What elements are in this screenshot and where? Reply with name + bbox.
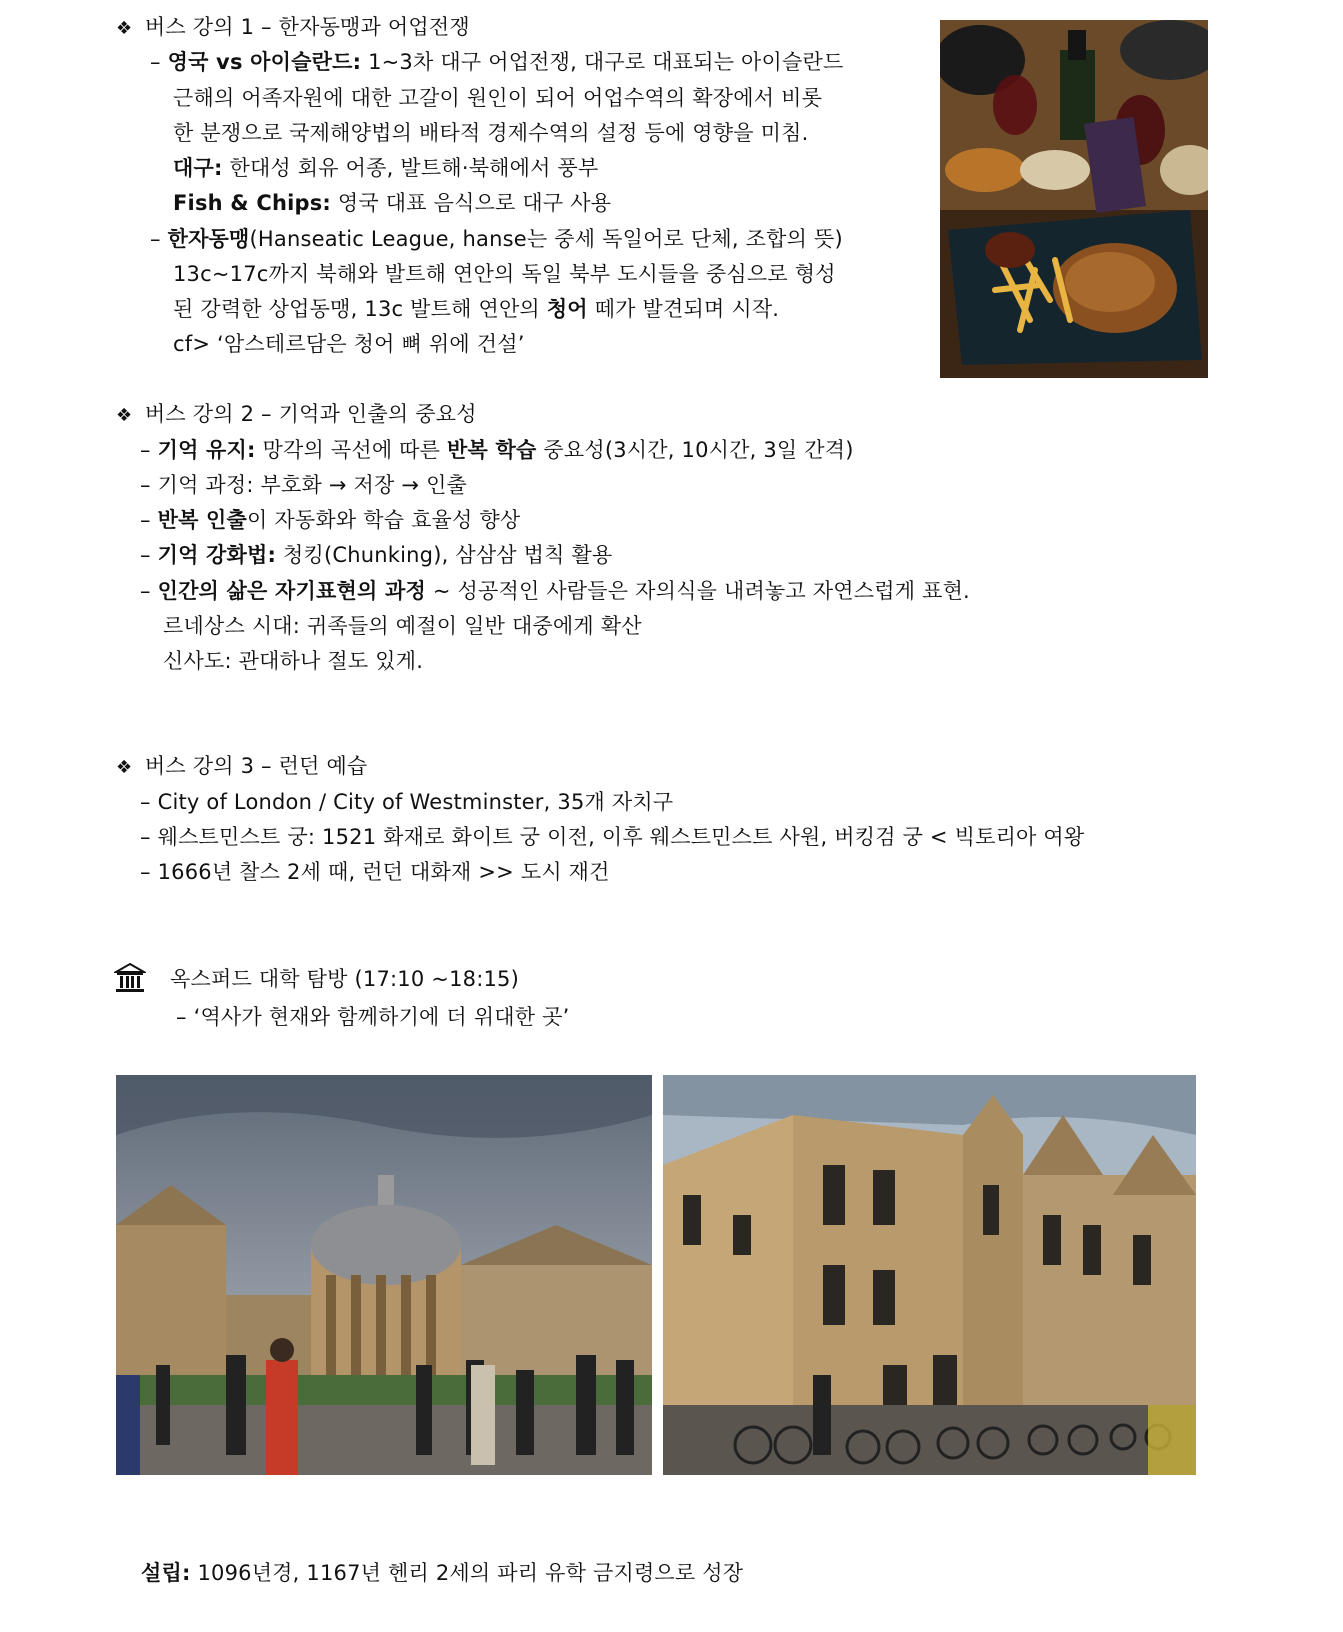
section1-item2-line4: cf> ‘암스테르담은 청어 뼈 위에 건설’ bbox=[173, 332, 525, 356]
diamond-bullet-icon: ❖ bbox=[116, 405, 133, 426]
hanseatic-label: 한자동맹 bbox=[167, 227, 250, 251]
gentleman-line: 신사도: 관대하나 절도 있게. bbox=[163, 649, 424, 673]
section2-heading-line bbox=[116, 401, 477, 429]
founding-label: 설립: bbox=[141, 1561, 191, 1585]
cod-label: 대구: bbox=[173, 156, 223, 180]
museum-building-icon bbox=[114, 962, 146, 994]
section1-item1-line1: – 영국 vs 아이슬란드: 1~3차 대구 어업전쟁, 대구로 대표되는 아이슬란드 bbox=[150, 50, 844, 74]
london-boroughs-line: – City of London / City of Westminster, 35개 자치구 bbox=[140, 790, 674, 814]
fish-chips-label: Fish & Chips: bbox=[173, 191, 332, 215]
repeated-retrieval-line: – 반복 인출이 자동화와 학습 효율성 향상 bbox=[140, 508, 521, 532]
memory-boost-line: – 기억 강화법: 청킹(Chunking), 삼삼삼 법칙 활용 bbox=[140, 543, 613, 567]
self-expression-line: – 인간의 삶은 자기표현의 과정 ~ 성공적인 사람들은 자의식을 내려놓고 자연스럽게 표현. bbox=[140, 579, 970, 603]
section1-item2-line1: – 한자동맹(Hanseatic League, hanse는 중세 독일어로 단체, 조합의 뜻) bbox=[150, 227, 843, 251]
section1-item1-line2: 근해의 어족자원에 대한 고갈이 원인이 되어 어업수역의 확장에서 비롯 bbox=[173, 86, 823, 110]
section3-heading-line bbox=[116, 753, 367, 781]
diamond-bullet-icon: ❖ bbox=[116, 18, 133, 39]
section1-item1-line3: 한 분쟁으로 국제해양법의 배타적 경제수역의 설정 등에 영향을 미침. bbox=[173, 121, 809, 145]
great-fire-line: – 1666년 찰스 2세 때, 런던 대화재 >> 도시 재건 bbox=[140, 860, 610, 884]
founding-line: 설립: 1096년경, 1167년 헨리 2세의 파리 유학 금지령으로 성장 bbox=[141, 1561, 744, 1585]
section1-heading-line bbox=[116, 14, 470, 42]
oxford-title: 옥스퍼드 대학 탐방 (17:10 ~18:15) bbox=[170, 967, 520, 991]
memory-retention-line: – 기억 유지: 망각의 곡선에 따른 반복 학습 중요성(3시간, 10시간, 3일 간격) bbox=[140, 438, 854, 462]
uk-iceland-label: 영국 vs 아이슬란드: bbox=[167, 50, 362, 74]
section3-heading: 버스 강의 3 – 런던 예습 bbox=[144, 754, 368, 778]
college-building-photo bbox=[663, 1075, 1196, 1475]
section1-item2-line2: 13c~17c까지 북해와 발트해 연안의 독일 북부 도시들을 중심으로 형성 bbox=[173, 262, 836, 286]
herring-word: 청어 bbox=[546, 297, 588, 321]
section1-heading: 버스 강의 1 – 한자동맹과 어업전쟁 bbox=[144, 15, 470, 39]
renaissance-line: 르네상스 시대: 귀족들의 예절이 일반 대중에게 확산 bbox=[163, 614, 642, 638]
food-photo bbox=[940, 20, 1208, 378]
memory-process-line: – 기억 과정: 부호화 → 저장 → 인출 bbox=[140, 473, 468, 497]
oxford-subtitle: – ‘역사가 현재와 함께하기에 더 위대한 곳’ bbox=[176, 1005, 570, 1029]
cod-line: 대구: 한대성 회유 어종, 발트해·북해에서 풍부 bbox=[173, 156, 599, 180]
diamond-bullet-icon: ❖ bbox=[116, 757, 133, 778]
fish-chips-line: Fish & Chips: 영국 대표 음식으로 대구 사용 bbox=[173, 191, 612, 215]
radcliffe-camera-photo bbox=[116, 1075, 652, 1475]
section2-heading: 버스 강의 2 – 기억과 인출의 중요성 bbox=[144, 402, 477, 426]
section1-item2-line3: 된 강력한 상업동맹, 13c 발트해 연안의 청어 떼가 발견되며 시작. bbox=[173, 297, 780, 321]
westminster-palace-line: – 웨스트민스트 궁: 1521 화재로 화이트 궁 이전, 이후 웨스트민스트 사원, 버킹검 궁 < 빅토리아 여왕 bbox=[140, 825, 1085, 849]
